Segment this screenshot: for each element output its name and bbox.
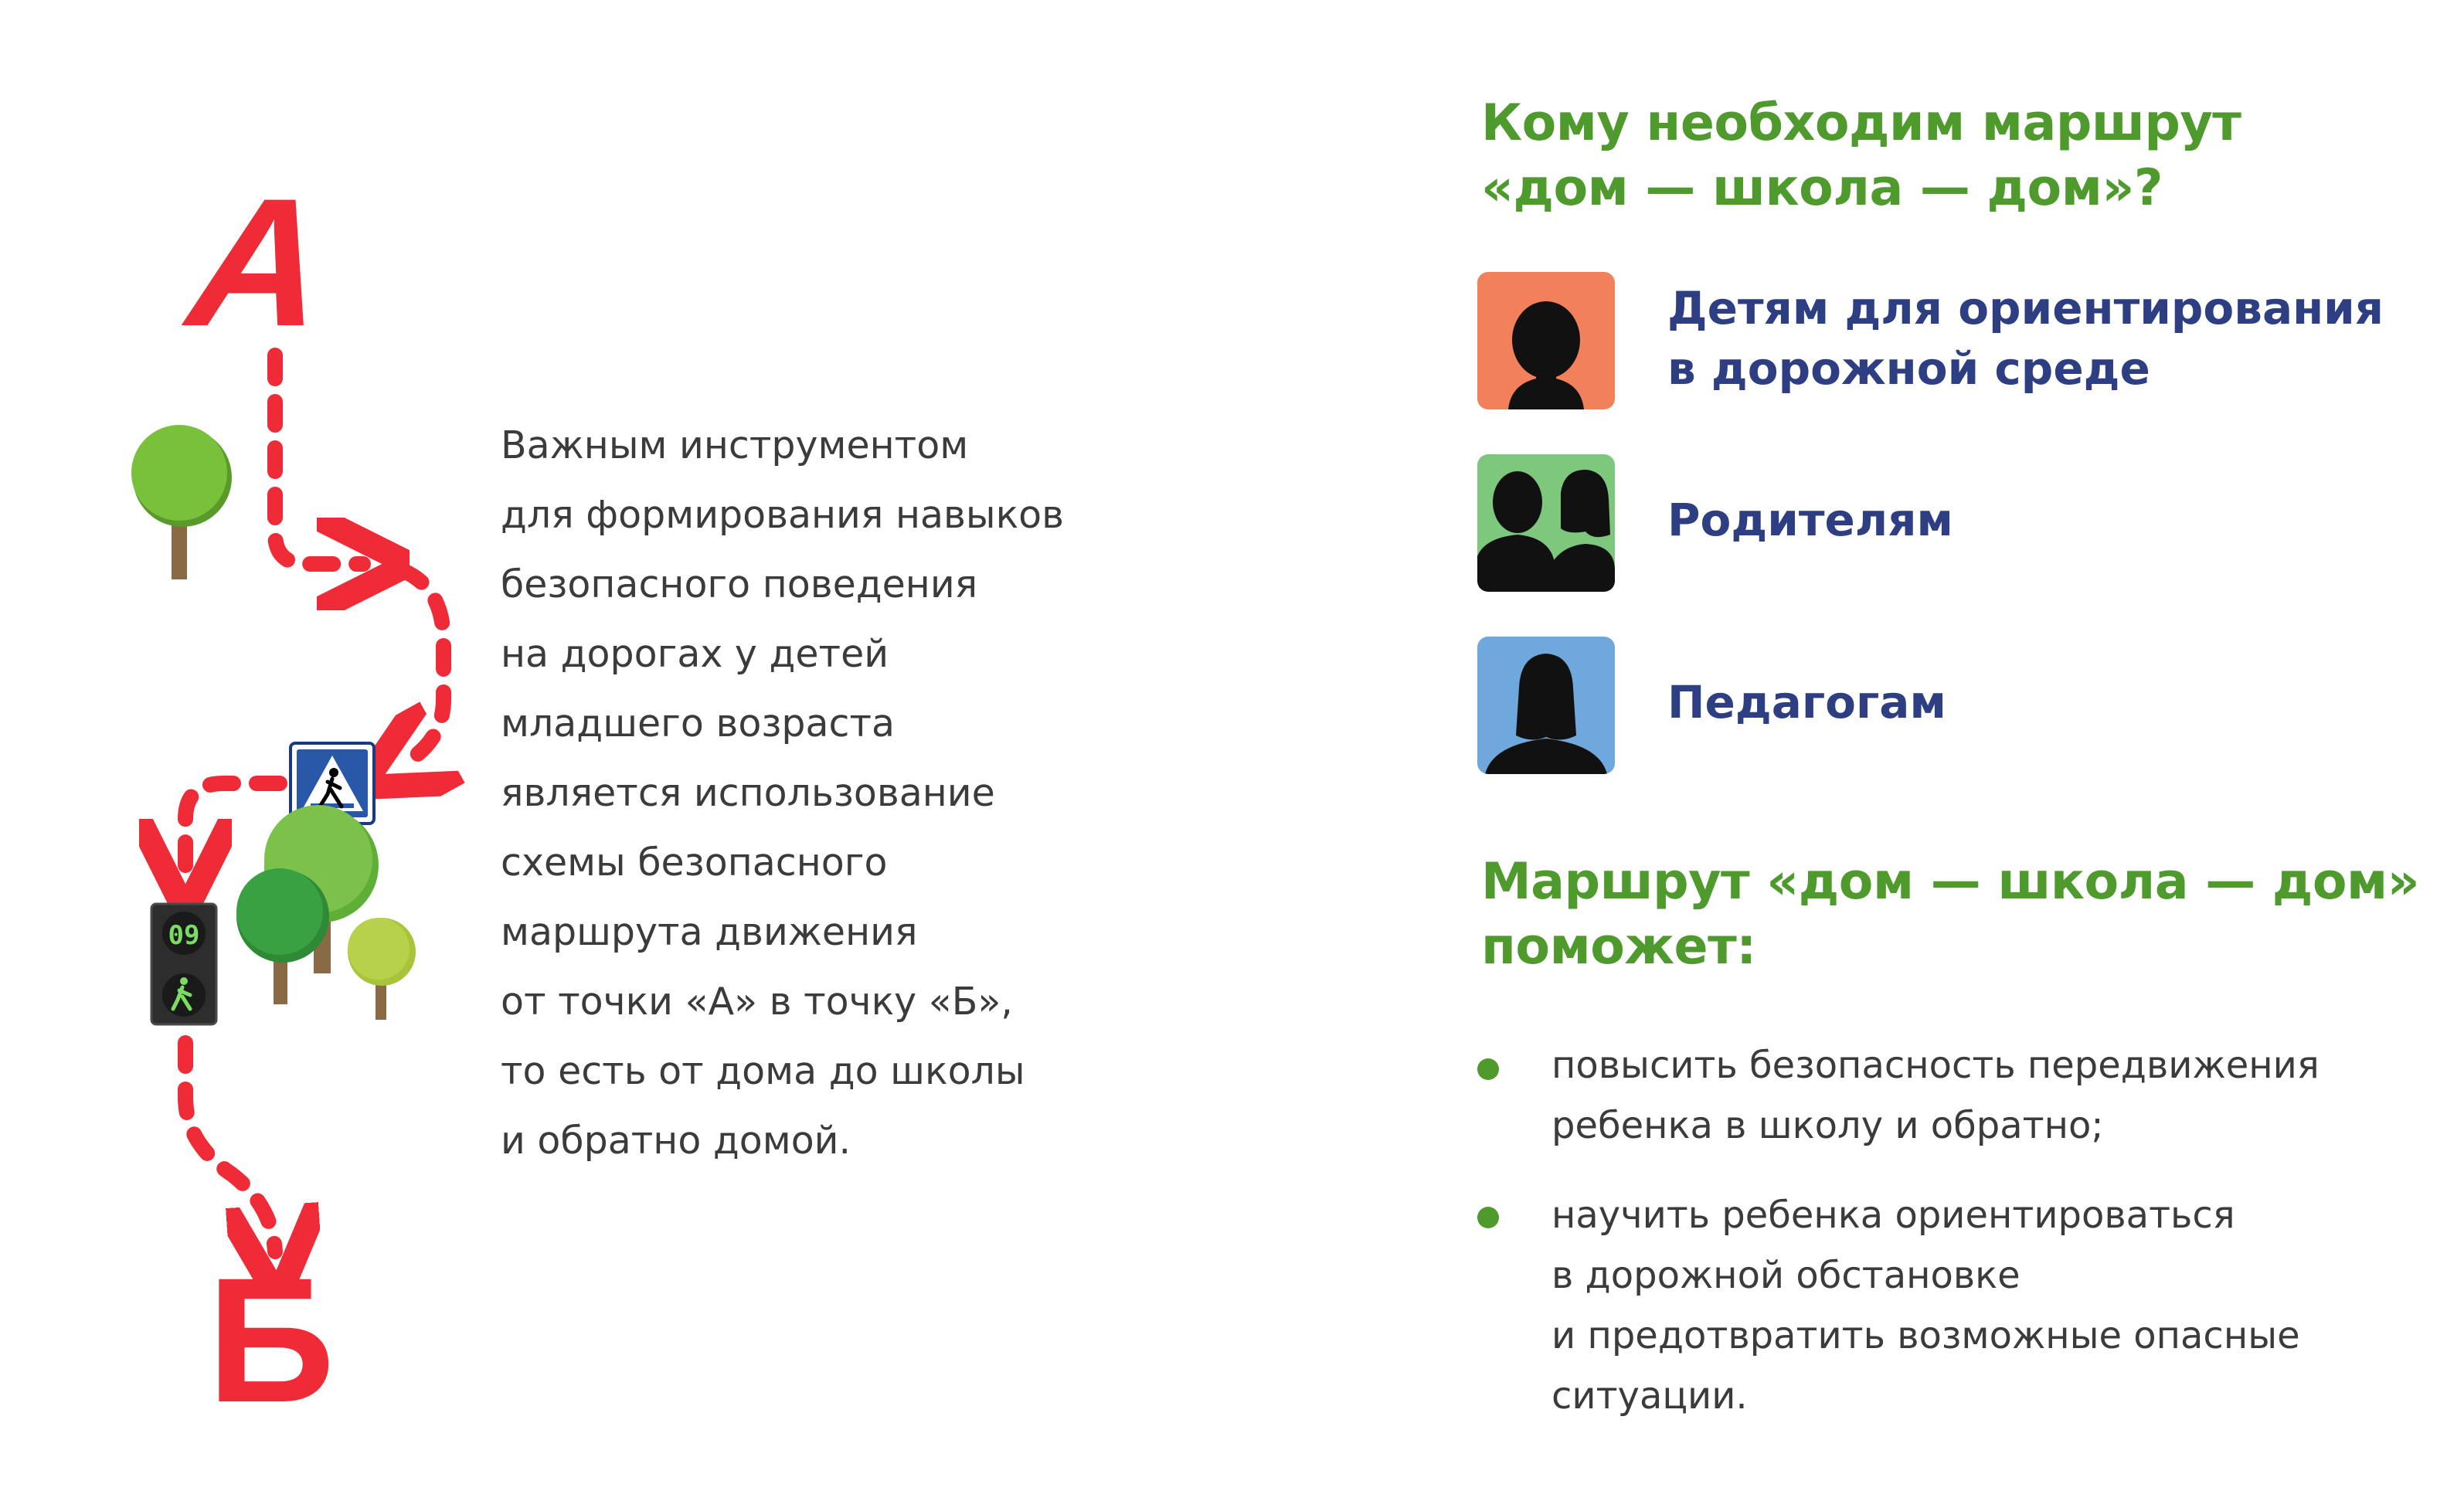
bullet-item: научить ребенка ориентироваться в дорожной обстановке и предотвратить возможные опасные ситуации. <box>1551 1194 2300 1418</box>
traffic-light-icon <box>151 904 216 1024</box>
teacher-silhouette-icon <box>1477 637 1615 774</box>
intro-line: для формирования навыков <box>501 493 1065 537</box>
audience-teachers-label: Педагогам <box>1667 676 1946 729</box>
intro-line: безопасного поведения <box>501 562 978 606</box>
heading-line: Кому необходим маршрут <box>1481 94 2241 152</box>
intro-paragraph <box>501 411 1103 1176</box>
intro-line: и обратно домой. <box>501 1119 851 1163</box>
who-needs-heading <box>1481 91 2241 221</box>
intro-line: является использование <box>501 771 995 815</box>
heading-line: «дом — школа — дом»? <box>1481 159 2163 217</box>
route-end-letter: Б <box>207 1241 335 1439</box>
tree-icon <box>236 805 416 1020</box>
parents-silhouette-icon <box>1477 454 1615 592</box>
bullet-dot <box>1477 1058 1499 1080</box>
heading-line: Маршрут «дом — школа — дом» <box>1481 853 2420 911</box>
intro-line: Важным инструментом <box>501 423 969 467</box>
bullet-dot <box>1477 1207 1499 1228</box>
intro-line: то есть от дома до школы <box>501 1049 1025 1093</box>
intro-line: от точки «А» в точку «Б», <box>501 980 1013 1024</box>
intro-line: младшего возраста <box>501 701 896 746</box>
intro-line: схемы безопасного <box>501 841 888 885</box>
intro-line: на дорогах у детей <box>501 632 889 676</box>
audience-parents-label: Родителям <box>1667 494 1953 546</box>
audience-children-label: Детям для ориентирования в дорожной среде <box>1667 282 2384 395</box>
route-helps-heading <box>1481 850 2419 980</box>
tree-icon <box>131 425 232 579</box>
child-silhouette-icon <box>1477 272 1615 409</box>
intro-line: маршрута движения <box>501 910 918 954</box>
route-start-letter: А <box>181 161 335 365</box>
heading-line: поможет: <box>1481 918 1756 976</box>
route-illustration <box>0 0 541 1508</box>
traffic-light-timer: 09 <box>168 920 200 951</box>
bullet-item: повысить безопасность передвижения ребенка в школу и обратно; <box>1551 1044 2320 1147</box>
